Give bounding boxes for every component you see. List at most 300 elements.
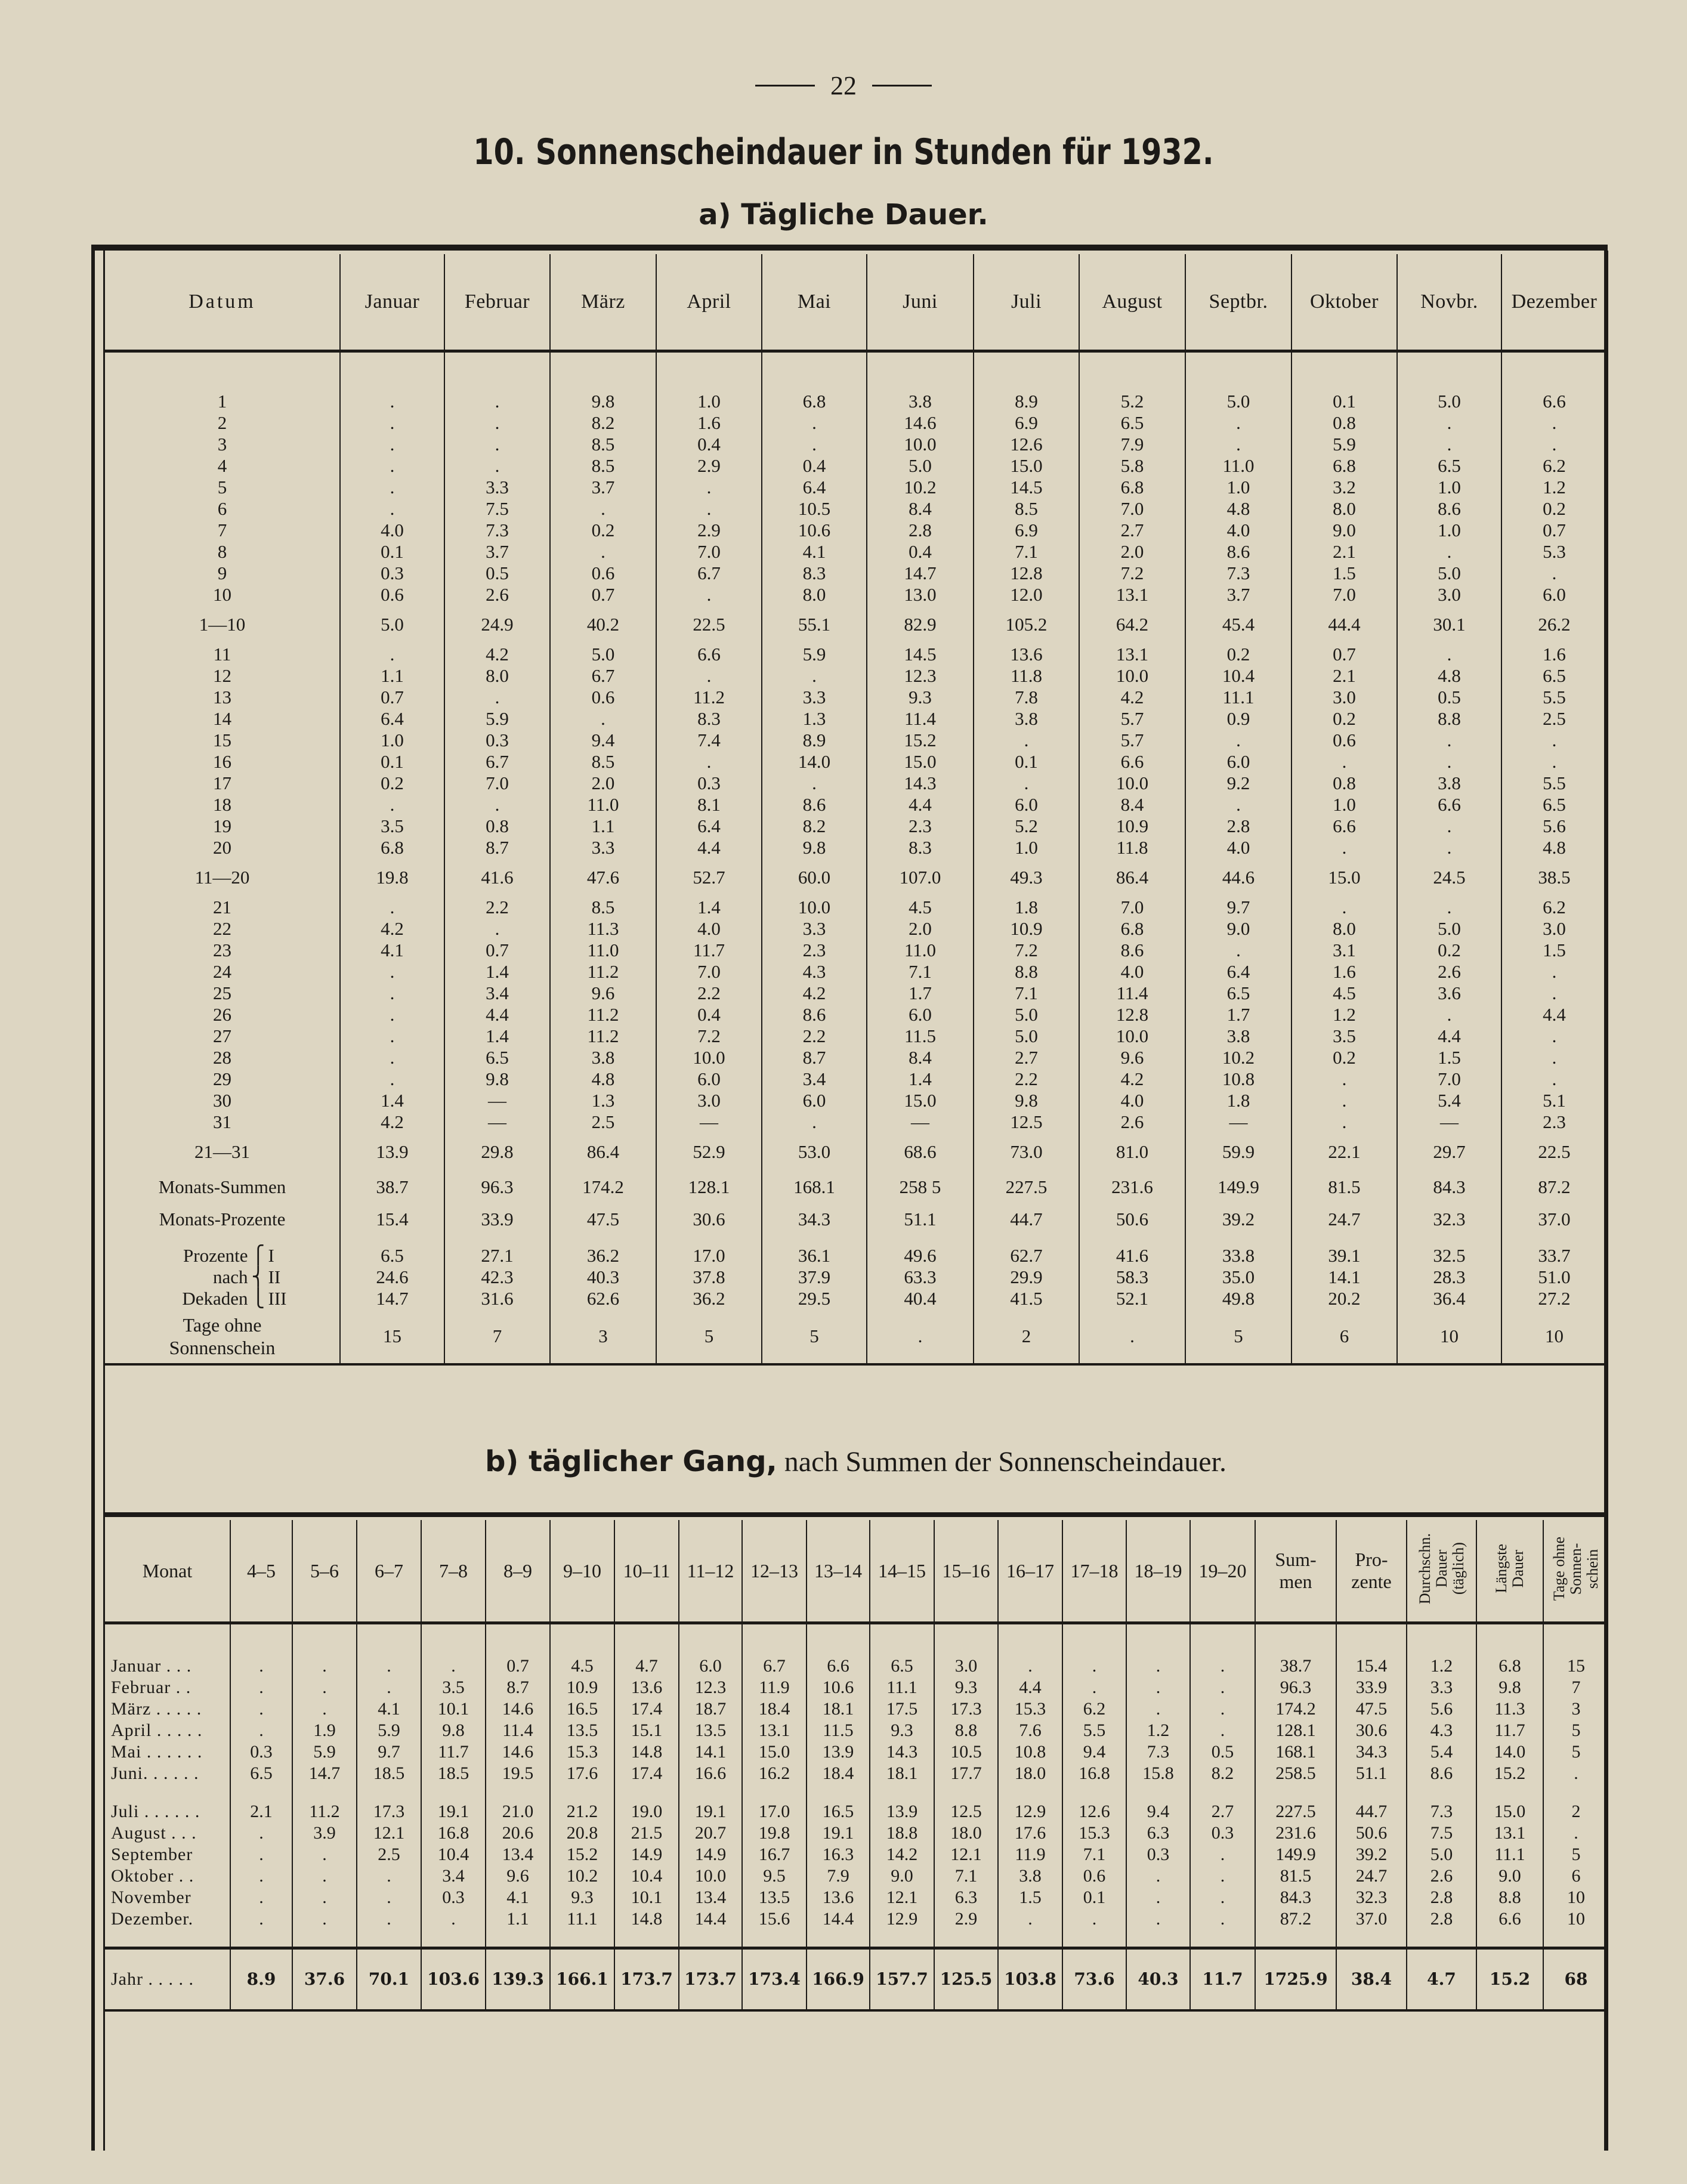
table-cell: 15.2	[1476, 1948, 1543, 2011]
table-cell: 1.1	[486, 1908, 550, 1948]
column-header: 12–13	[742, 1520, 807, 1623]
table-cell: 0.3	[656, 773, 762, 794]
table-cell: 13.9	[340, 1133, 444, 1171]
table-cell: 12.6	[1062, 1784, 1126, 1822]
table-cell: 13.1	[742, 1720, 807, 1741]
table-cell: .	[230, 1623, 292, 1678]
day-row	[105, 1047, 1606, 1068]
table-cell: 5.4	[1407, 1741, 1476, 1763]
table-cell: 6.9	[974, 520, 1079, 541]
table-cell: 12.8	[1079, 1004, 1185, 1025]
table-cell: .	[357, 1908, 421, 1948]
table-cell: 5.2	[1079, 351, 1185, 413]
table-cell: 10.6	[807, 1677, 870, 1698]
column-header: 4–5	[230, 1520, 292, 1623]
table-cell: 9.6	[550, 983, 656, 1004]
table-cell: .	[1126, 1908, 1190, 1948]
table-cell: .	[867, 1309, 974, 1364]
table-cell: 50.6	[1336, 1822, 1407, 1844]
table-cell: 32.3	[1336, 1887, 1407, 1908]
table-cell: 29.9	[974, 1266, 1079, 1288]
table-cell: .	[998, 1908, 1062, 1948]
table-cell: 1.8	[1185, 1090, 1291, 1111]
table-cell: 3.3	[762, 918, 867, 940]
table-cell: 15.8	[1126, 1763, 1190, 1784]
table-cell: 18.4	[807, 1763, 870, 1784]
table-cell: 12.3	[867, 665, 974, 687]
table-cell: 6.8	[340, 837, 444, 858]
table-cell: 2.6	[444, 584, 550, 606]
table-cell: 1725.9	[1255, 1948, 1336, 2011]
table-cell: .	[656, 477, 762, 498]
day-row	[105, 940, 1606, 961]
table-cell: 2.8	[1407, 1908, 1476, 1948]
table-cell: 39.2	[1336, 1844, 1407, 1865]
table-cell: 11.0	[550, 940, 656, 961]
table-cell: 70.1	[357, 1948, 421, 2011]
table-cell: 16.3	[807, 1844, 870, 1865]
table-cell: 17.4	[614, 1763, 679, 1784]
daily-sunshine-table	[105, 254, 1606, 1366]
table-cell: .	[1501, 1025, 1606, 1047]
row-label: 18	[213, 794, 231, 815]
table-cell: 11.3	[1476, 1698, 1543, 1720]
table-cell: 3.5	[340, 815, 444, 837]
table-cell: 3.7	[550, 477, 656, 498]
table-cell: 1.4	[444, 961, 550, 983]
table-cell: 11.4	[867, 708, 974, 730]
table-cell: 2.9	[934, 1908, 998, 1948]
table-cell: 3.8	[550, 1047, 656, 1068]
month-row	[105, 1677, 1608, 1698]
day-row	[105, 1090, 1606, 1111]
table-cell: 10.4	[421, 1844, 486, 1865]
table-cell: 14.6	[867, 412, 974, 434]
table-cell: 13.6	[974, 644, 1079, 665]
table-cell: 0.1	[1062, 1887, 1126, 1908]
table-cell: 5.9	[1291, 434, 1397, 455]
table-cell: 22.1	[1291, 1133, 1397, 1171]
table-cell: 39.2	[1185, 1203, 1291, 1235]
table-cell: 18.1	[807, 1698, 870, 1720]
table-cell: .	[762, 412, 867, 434]
day-row	[105, 815, 1606, 837]
table-cell: 2.3	[867, 815, 974, 837]
table-cell: 40.3	[1126, 1948, 1190, 2011]
table-cell: 1.2	[1291, 1004, 1397, 1025]
table-cell: 3.0	[934, 1623, 998, 1678]
table-cell: 27.2	[1501, 1288, 1606, 1309]
table-cell: 6	[1291, 1309, 1397, 1364]
table-cell: 7.4	[656, 730, 762, 751]
month-row	[105, 1720, 1608, 1741]
table-cell: .	[1501, 730, 1606, 751]
table-cell: .	[340, 644, 444, 665]
month-row	[105, 1741, 1608, 1763]
table-cell: 53.0	[762, 1133, 867, 1171]
table-cell: 7.0	[1397, 1068, 1501, 1090]
year-total-row	[105, 1948, 1608, 2011]
table-cell: .	[1190, 1908, 1255, 1948]
vertical-header-text: Durchschn. Dauer (täglich)	[1416, 1533, 1467, 1605]
table-cell: 41.6	[444, 858, 550, 897]
table-cell: 0.4	[867, 541, 974, 563]
table-cell: 5.0	[974, 1004, 1079, 1025]
month-label: Oktober . .	[111, 1866, 194, 1886]
table-cell: 4.2	[340, 1111, 444, 1133]
table-cell: 15.0	[1476, 1784, 1543, 1822]
day-row	[105, 918, 1606, 940]
table-cell: .	[340, 455, 444, 477]
table-cell: 0.3	[1190, 1822, 1255, 1844]
table-cell: 3.0	[656, 1090, 762, 1111]
table-cell: 28.3	[1397, 1266, 1501, 1288]
table-cell: 45.4	[1185, 606, 1291, 644]
column-header: 19–20	[1190, 1520, 1255, 1623]
column-header: 5–6	[292, 1520, 357, 1623]
row-label: 10	[213, 584, 231, 605]
table-cell: 11.9	[742, 1677, 807, 1698]
table-cell: —	[656, 1111, 762, 1133]
column-header: 11–12	[679, 1520, 742, 1623]
row-label: 5	[217, 477, 227, 498]
table-cell: 4.2	[762, 983, 867, 1004]
table-cell: 4.2	[1079, 1068, 1185, 1090]
month-label: Februar . .	[111, 1678, 191, 1697]
table-cell: 258 5	[867, 1171, 974, 1203]
table-cell: .	[1291, 837, 1397, 858]
table-cell: 37.6	[292, 1948, 357, 2011]
table-cell: 10.0	[1079, 1025, 1185, 1047]
table-cell: 6.7	[444, 751, 550, 773]
month-label: Juni. . . . . .	[111, 1763, 199, 1783]
table-cell: 11.2	[550, 961, 656, 983]
table-cell: 12.1	[934, 1844, 998, 1865]
table-cell: 34.3	[762, 1203, 867, 1235]
table-cell: 0.1	[340, 751, 444, 773]
table-cell: 15.6	[742, 1908, 807, 1948]
table-cell: 8.5	[550, 897, 656, 918]
table-cell: .	[1397, 751, 1501, 773]
table-cell: 6.8	[1079, 477, 1185, 498]
table-cell: 15.3	[998, 1698, 1062, 1720]
table-cell: .	[1501, 563, 1606, 584]
row-label: 28	[213, 1047, 231, 1068]
table-cell: 10.2	[867, 477, 974, 498]
table-cell: 6.2	[1062, 1698, 1126, 1720]
table-cell: 21.2	[550, 1784, 614, 1822]
table-cell: 0.1	[974, 751, 1079, 773]
table-cell: 81.5	[1291, 1171, 1397, 1203]
table-cell: 47.5	[1336, 1698, 1407, 1720]
table-cell: 14.2	[870, 1844, 934, 1865]
table-cell: .	[444, 412, 550, 434]
table-cell: 4.0	[1185, 520, 1291, 541]
table-cell: 51.0	[1501, 1266, 1606, 1288]
table-cell: .	[1397, 837, 1501, 858]
table-cell: 1.4	[656, 897, 762, 918]
table-cell: 36.2	[550, 1235, 656, 1266]
table-cell: 5	[1185, 1309, 1291, 1364]
table-cell: .	[444, 794, 550, 815]
table-cell: .	[1190, 1865, 1255, 1887]
table-cell: 6.2	[1501, 897, 1606, 918]
table-cell: 6.5	[340, 1235, 444, 1266]
table-cell: 4.1	[340, 940, 444, 961]
table-cell: .	[550, 541, 656, 563]
table-cell: 3.3	[550, 837, 656, 858]
table-cell: .	[1397, 434, 1501, 455]
page-number-text: 22	[830, 70, 857, 100]
table-cell: 12.0	[974, 584, 1079, 606]
table-cell: 20.7	[679, 1822, 742, 1844]
day-row	[105, 434, 1606, 455]
table-cell: 15.0	[974, 455, 1079, 477]
table-cell: 82.9	[867, 606, 974, 644]
table-cell: 15	[340, 1309, 444, 1364]
day-row	[105, 1025, 1606, 1047]
month-column-header: Januar	[340, 254, 444, 351]
table-cell: 18.5	[421, 1763, 486, 1784]
month-label: Mai . . . . . .	[111, 1742, 203, 1762]
table-cell: 166.9	[807, 1948, 870, 2011]
month-row	[105, 1908, 1608, 1948]
table-cell: 6.5	[1397, 455, 1501, 477]
table-cell: .	[1397, 644, 1501, 665]
table-cell: 4.5	[867, 897, 974, 918]
table-cell: 38.4	[1336, 1948, 1407, 2011]
table-cell: 52.1	[1079, 1288, 1185, 1309]
table-cell: 11.0	[1185, 455, 1291, 477]
table-cell: 8.9	[762, 730, 867, 751]
table-cell: 1.5	[1397, 1047, 1501, 1068]
row-label: 12	[213, 665, 231, 686]
month-column-header: Septbr.	[1185, 254, 1291, 351]
column-header-vertical	[1407, 1520, 1476, 1623]
table-cell: 12.1	[870, 1887, 934, 1908]
table-cell: 11.7	[1190, 1948, 1255, 2011]
table-cell: .	[340, 434, 444, 455]
table-cell: 173.7	[679, 1948, 742, 2011]
table-cell: 41.5	[974, 1288, 1079, 1309]
day-row	[105, 794, 1606, 815]
table-cell: 14.7	[340, 1288, 444, 1309]
day-row	[105, 837, 1606, 858]
table-cell: 16.8	[1062, 1763, 1126, 1784]
table-cell: 4.1	[357, 1698, 421, 1720]
table-cell: 20.6	[486, 1822, 550, 1844]
table-cell: .	[1501, 1068, 1606, 1090]
table-cell: 2.8	[1185, 815, 1291, 837]
table-cell: 3	[550, 1309, 656, 1364]
table-cell: 37.0	[1336, 1908, 1407, 1948]
table-cell: .	[230, 1720, 292, 1741]
year-label: Jahr . . . . .	[105, 1948, 230, 2011]
table-cell: 3.8	[974, 708, 1079, 730]
table-cell: 0.3	[444, 730, 550, 751]
table-cell: 44.7	[974, 1203, 1079, 1235]
table-cell: .	[656, 584, 762, 606]
table-cell: 14.1	[1291, 1266, 1397, 1288]
column-header-vertical	[1543, 1520, 1608, 1623]
table-cell: 3.2	[1291, 477, 1397, 498]
decade-percent-row	[105, 1266, 1606, 1288]
table-cell: 2.5	[357, 1844, 421, 1865]
table-cell: .	[444, 434, 550, 455]
table-cell: 1.0	[1185, 477, 1291, 498]
table-cell: 3.3	[762, 687, 867, 708]
table-cell: 3.8	[1397, 773, 1501, 794]
month-row	[105, 1822, 1608, 1844]
table-cell: 7.2	[656, 1025, 762, 1047]
table-cell: 84.3	[1397, 1171, 1501, 1203]
table-cell: 8.2	[762, 815, 867, 837]
table-cell: .	[1126, 1623, 1190, 1678]
table-cell: 0.5	[1397, 687, 1501, 708]
row-label-line: Tage ohne	[183, 1314, 262, 1336]
vertical-header-text: Längste Dauer	[1493, 1544, 1527, 1593]
day-row	[105, 520, 1606, 541]
table-cell: 81.5	[1255, 1865, 1336, 1887]
table-cell: 10.9	[1079, 815, 1185, 837]
day-row	[105, 644, 1606, 665]
table-cell: 58.3	[1079, 1266, 1185, 1288]
table-cell: 0.3	[421, 1887, 486, 1908]
table-cell: .	[230, 1865, 292, 1887]
table-cell: 16.6	[679, 1763, 742, 1784]
table-cell: 0.7	[1501, 520, 1606, 541]
table-cell: 6.4	[656, 815, 762, 837]
table-cell: 14.5	[974, 477, 1079, 498]
table-cell: 18.0	[998, 1763, 1062, 1784]
table-cell: 7.3	[1407, 1784, 1476, 1822]
table-cell: 15.3	[1062, 1822, 1126, 1844]
table-cell: 14.8	[614, 1741, 679, 1763]
table-cell: .	[444, 351, 550, 413]
table-cell: 7.0	[656, 961, 762, 983]
table-a-header-row	[105, 254, 1606, 351]
table-cell: 68.6	[867, 1133, 974, 1171]
table-cell: 5.5	[1062, 1720, 1126, 1741]
table-cell: 7.2	[974, 940, 1079, 961]
row-label: 29	[213, 1068, 231, 1089]
table-cell: 2.2	[656, 983, 762, 1004]
table-cell: 11.7	[421, 1741, 486, 1763]
row-label	[105, 1288, 340, 1309]
table-cell: 6.0	[679, 1623, 742, 1678]
column-header-vertical	[1476, 1520, 1543, 1623]
table-cell: 10.2	[550, 1865, 614, 1887]
table-cell: 0.6	[1062, 1865, 1126, 1887]
table-cell: 7.1	[1062, 1844, 1126, 1865]
day-row	[105, 498, 1606, 520]
table-cell: 10.4	[1185, 665, 1291, 687]
table-cell: .	[998, 1623, 1062, 1678]
table-cell: .	[1501, 961, 1606, 983]
table-cell: 6.5	[870, 1623, 934, 1678]
table-cell: 6.3	[934, 1887, 998, 1908]
table-cell: 29.7	[1397, 1133, 1501, 1171]
table-cell: .	[1397, 815, 1501, 837]
table-cell: 19.1	[807, 1822, 870, 1844]
table-cell: .	[357, 1677, 421, 1698]
table-cell: —	[1397, 1111, 1501, 1133]
table-cell: 44.4	[1291, 606, 1397, 644]
table-cell: 5.2	[974, 815, 1079, 837]
decade-roman: I	[268, 1245, 274, 1266]
table-cell: 2.3	[762, 940, 867, 961]
table-cell: 7.1	[934, 1865, 998, 1887]
table-cell: 7.9	[807, 1865, 870, 1887]
table-cell: 16.2	[742, 1763, 807, 1784]
table-cell: .	[340, 351, 444, 413]
table-cell: 7.1	[974, 983, 1079, 1004]
decade-sum-row	[105, 606, 1606, 644]
table-cell: 21.0	[486, 1784, 550, 1822]
table-cell: .	[444, 455, 550, 477]
table-cell: 4.8	[550, 1068, 656, 1090]
table-cell: 4.2	[1079, 687, 1185, 708]
table-cell: 47.6	[550, 858, 656, 897]
table-cell: .	[421, 1623, 486, 1678]
table-cell: 6.6	[1397, 794, 1501, 815]
month-column-header: Juni	[867, 254, 974, 351]
table-cell: —	[1185, 1111, 1291, 1133]
table-cell: 8.0	[1291, 918, 1397, 940]
table-cell: 4.8	[1501, 837, 1606, 858]
table-cell: 17.3	[357, 1784, 421, 1822]
table-cell: 1.5	[1291, 563, 1397, 584]
row-label: 15	[213, 730, 231, 750]
table-cell: 5.7	[1079, 730, 1185, 751]
table-cell: 6.7	[550, 665, 656, 687]
table-cell: .	[1291, 1111, 1397, 1133]
table-cell: 6.6	[1501, 351, 1606, 413]
table-cell: 19.5	[486, 1763, 550, 1784]
table-cell: 1.0	[340, 730, 444, 751]
table-cell: 13.5	[742, 1887, 807, 1908]
table-cell: 227.5	[1255, 1784, 1336, 1822]
table-cell: 4.7	[614, 1623, 679, 1678]
table-cell: 8.8	[1397, 708, 1501, 730]
table-cell: 14.4	[679, 1908, 742, 1948]
table-cell: 15.1	[614, 1720, 679, 1741]
table-cell: 13.1	[1079, 584, 1185, 606]
table-cell: 10.1	[421, 1698, 486, 1720]
table-cell: 9.8	[1476, 1677, 1543, 1698]
table-cell: 0.7	[340, 687, 444, 708]
table-cell: 52.7	[656, 858, 762, 897]
decade-sum-row	[105, 1133, 1606, 1171]
table-cell: 9.0	[1185, 918, 1291, 940]
table-cell: 13.4	[486, 1844, 550, 1865]
table-cell: .	[292, 1698, 357, 1720]
table-cell: 2.5	[1501, 708, 1606, 730]
column-header: Sum- men	[1255, 1520, 1336, 1623]
table-cell: 10.0	[762, 897, 867, 918]
table-cell: 8.6	[762, 1004, 867, 1025]
table-cell: 5.0	[974, 1025, 1079, 1047]
table-cell: 149.9	[1185, 1171, 1291, 1203]
table-cell: 8.8	[934, 1720, 998, 1741]
table-cell: 8.7	[762, 1047, 867, 1068]
table-cell: 3.8	[998, 1865, 1062, 1887]
table-cell: 4.5	[550, 1623, 614, 1678]
row-label: 8	[217, 541, 227, 562]
section-b-title	[105, 1441, 1606, 1482]
table-cell: 44.7	[1336, 1784, 1407, 1822]
table-cell: 7	[1543, 1677, 1608, 1698]
